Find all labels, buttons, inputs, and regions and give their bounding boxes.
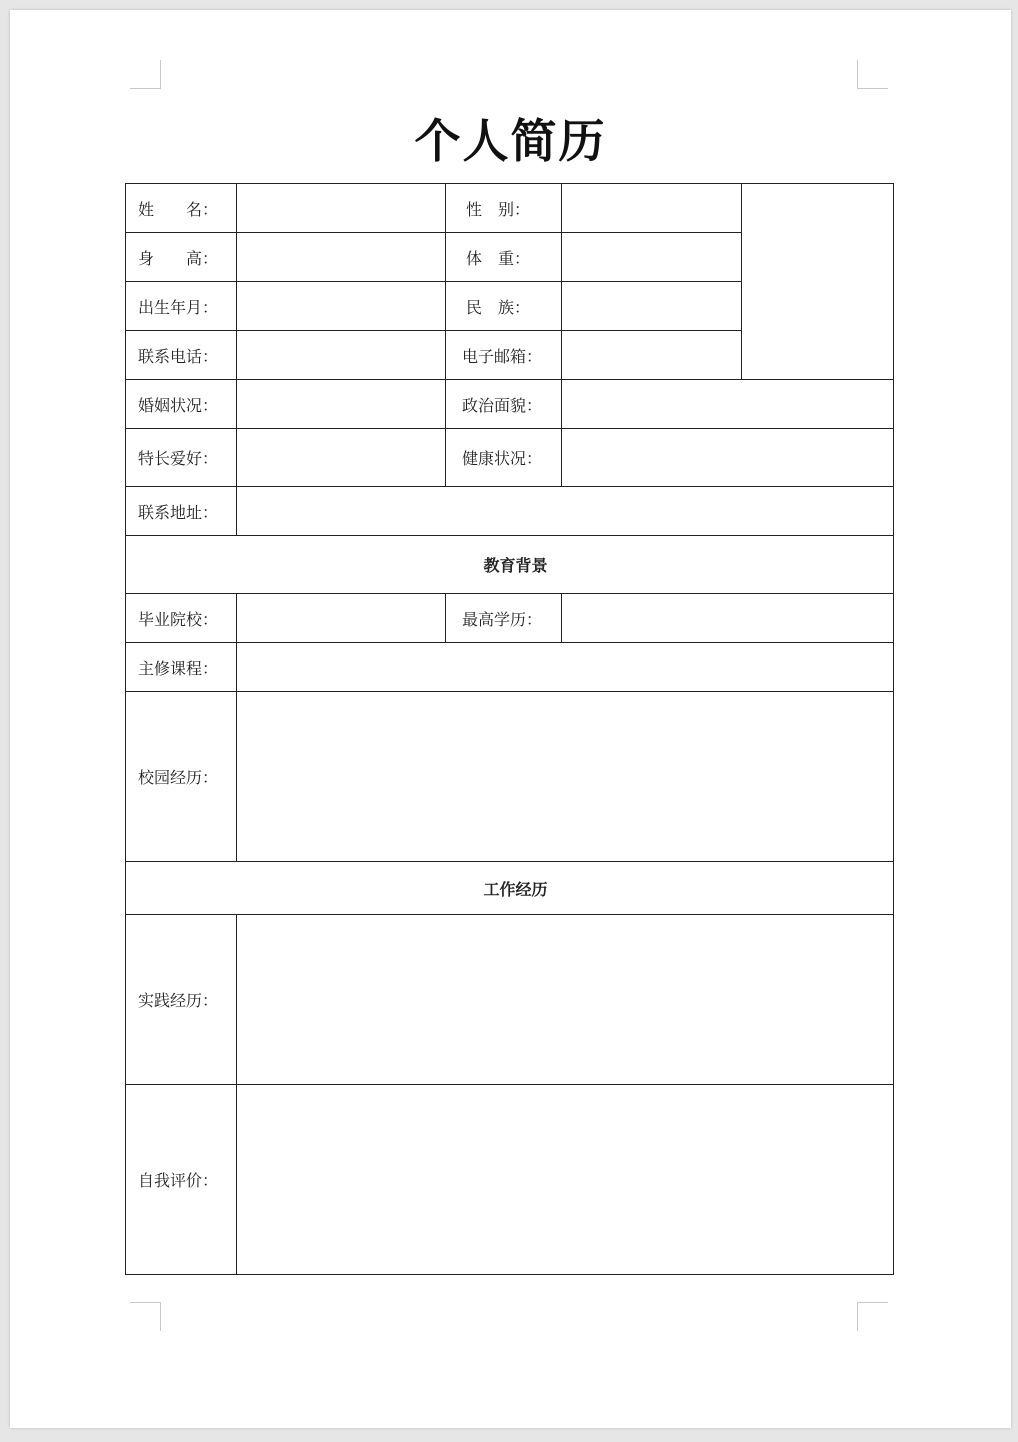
page-title: 个人简历 xyxy=(414,114,607,168)
degree-field[interactable] xyxy=(562,594,894,643)
campus-field[interactable] xyxy=(237,692,894,862)
weight-label: 体 重： xyxy=(446,233,562,282)
address-label: 联系地址： xyxy=(126,487,237,536)
hobby-field[interactable] xyxy=(237,429,446,487)
resume-table xyxy=(125,183,894,1275)
birth-field[interactable] xyxy=(237,282,446,331)
email-label: 电子邮箱： xyxy=(446,331,562,380)
practice-label: 实践经历： xyxy=(126,915,237,1085)
birth-label: 出生年月： xyxy=(126,282,237,331)
political-field[interactable] xyxy=(562,380,894,429)
margin-corner-bottom-left xyxy=(130,1302,161,1331)
practice-field[interactable] xyxy=(237,915,894,1085)
marital-field[interactable] xyxy=(237,380,446,429)
marital-label: 婚姻状况： xyxy=(126,380,237,429)
courses-label: 主修课程： xyxy=(126,643,237,692)
address-field[interactable] xyxy=(237,487,894,536)
gender-field[interactable] xyxy=(562,184,742,233)
school-field[interactable] xyxy=(237,594,446,643)
courses-field[interactable] xyxy=(237,643,894,692)
degree-label: 最高学历： xyxy=(446,594,562,643)
phone-label: 联系电话： xyxy=(126,331,237,380)
self-eval-label: 自我评价： xyxy=(126,1085,237,1275)
margin-corner-top-right xyxy=(857,60,888,89)
weight-field[interactable] xyxy=(562,233,742,282)
hobby-label: 特长爱好： xyxy=(126,429,237,487)
margin-corner-top-left xyxy=(130,60,161,89)
school-label: 毕业院校： xyxy=(126,594,237,643)
phone-field[interactable] xyxy=(237,331,446,380)
height-label: 身 高： xyxy=(126,233,237,282)
health-field[interactable] xyxy=(562,429,894,487)
photo-cell[interactable] xyxy=(742,184,894,380)
ethnicity-label: 民 族： xyxy=(446,282,562,331)
height-field[interactable] xyxy=(237,233,446,282)
self-eval-field[interactable] xyxy=(237,1085,894,1275)
health-label: 健康状况： xyxy=(446,429,562,487)
ethnicity-field[interactable] xyxy=(562,282,742,331)
document-page xyxy=(10,10,1011,1428)
margin-corner-bottom-right xyxy=(857,1302,888,1331)
education-section-title: 教育背景 xyxy=(126,536,894,594)
gender-label: 性 别： xyxy=(446,184,562,233)
email-field[interactable] xyxy=(562,331,742,380)
work-section-title: 工作经历 xyxy=(126,862,894,915)
name-field[interactable] xyxy=(237,184,446,233)
political-label: 政治面貌： xyxy=(446,380,562,429)
campus-label: 校园经历： xyxy=(126,692,237,862)
name-label: 姓 名： xyxy=(126,184,237,233)
